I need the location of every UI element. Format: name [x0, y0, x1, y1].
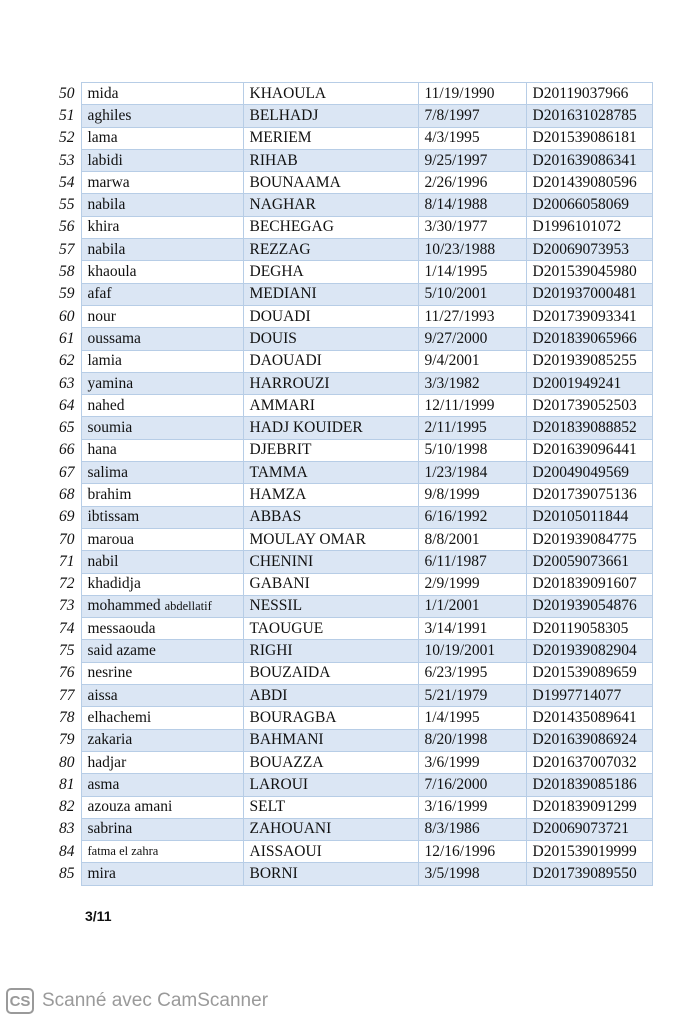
birth-date: 3/6/1999 — [418, 751, 526, 773]
first-name: mohammed abdellatif — [81, 595, 243, 617]
registration-id: D201939054876 — [526, 595, 652, 617]
last-name: KHAOULA — [243, 83, 418, 105]
registration-id: D201639086341 — [526, 149, 652, 171]
birth-date: 12/11/1999 — [418, 395, 526, 417]
last-name: DEGHA — [243, 261, 418, 283]
row-number: 61 — [54, 328, 81, 350]
row-number: 80 — [54, 751, 81, 773]
last-name: MERIEM — [243, 127, 418, 149]
last-name: CHENINI — [243, 551, 418, 573]
registration-id: D201739075136 — [526, 484, 652, 506]
camscanner-logo-icon: CS — [6, 988, 34, 1014]
last-name: SELT — [243, 796, 418, 818]
registration-id: D201839088852 — [526, 417, 652, 439]
row-number: 81 — [54, 774, 81, 796]
registration-id: D20105011844 — [526, 506, 652, 528]
first-name: yamina — [81, 372, 243, 394]
row-number: 73 — [54, 595, 81, 617]
first-name: maroua — [81, 528, 243, 550]
registration-id: D201739093341 — [526, 305, 652, 327]
last-name: DOUIS — [243, 328, 418, 350]
registration-id: D201435089641 — [526, 707, 652, 729]
first-name: zakaria — [81, 729, 243, 751]
last-name: AMMARI — [243, 395, 418, 417]
last-name: AISSAOUI — [243, 841, 418, 863]
first-name: afaf — [81, 283, 243, 305]
table-row — [54, 729, 652, 751]
first-name: nesrine — [81, 662, 243, 684]
table-row — [54, 751, 652, 773]
row-number: 65 — [54, 417, 81, 439]
birth-date: 5/10/2001 — [418, 283, 526, 305]
birth-date: 3/14/1991 — [418, 618, 526, 640]
row-number: 52 — [54, 127, 81, 149]
table-row — [54, 216, 652, 238]
birth-date: 3/16/1999 — [418, 796, 526, 818]
registration-id: D201839065966 — [526, 328, 652, 350]
last-name: ZAHOUANI — [243, 818, 418, 840]
birth-date: 10/23/1988 — [418, 239, 526, 261]
birth-date: 6/23/1995 — [418, 662, 526, 684]
row-number: 53 — [54, 149, 81, 171]
registration-id: D201539086181 — [526, 127, 652, 149]
row-number: 56 — [54, 216, 81, 238]
row-number: 59 — [54, 283, 81, 305]
birth-date: 9/27/2000 — [418, 328, 526, 350]
birth-date: 4/3/1995 — [418, 127, 526, 149]
table-row — [54, 640, 652, 662]
table-body — [54, 83, 652, 886]
birth-date: 9/4/2001 — [418, 350, 526, 372]
birth-date: 6/11/1987 — [418, 551, 526, 573]
table-row — [54, 372, 652, 394]
row-number: 64 — [54, 395, 81, 417]
registration-id: D1996101072 — [526, 216, 652, 238]
table-row — [54, 350, 652, 372]
birth-date: 8/20/1998 — [418, 729, 526, 751]
birth-date: 1/4/1995 — [418, 707, 526, 729]
table-row — [54, 417, 652, 439]
row-number: 83 — [54, 818, 81, 840]
table-row — [54, 573, 652, 595]
last-name: DAOUADI — [243, 350, 418, 372]
row-number: 66 — [54, 439, 81, 461]
row-number: 60 — [54, 305, 81, 327]
row-number: 63 — [54, 372, 81, 394]
table-row — [54, 105, 652, 127]
registration-id: D20119058305 — [526, 618, 652, 640]
row-number: 68 — [54, 484, 81, 506]
birth-date: 7/8/1997 — [418, 105, 526, 127]
first-name: oussama — [81, 328, 243, 350]
registration-id: D20049049569 — [526, 462, 652, 484]
first-name: khaoula — [81, 261, 243, 283]
table-row — [54, 305, 652, 327]
first-name: hana — [81, 439, 243, 461]
table-row — [54, 149, 652, 171]
row-number: 67 — [54, 462, 81, 484]
registration-id: D20059073661 — [526, 551, 652, 573]
row-number: 69 — [54, 506, 81, 528]
birth-date: 5/21/1979 — [418, 685, 526, 707]
first-name: fatma el zahra — [81, 841, 243, 863]
row-number: 77 — [54, 685, 81, 707]
camscanner-watermark — [6, 988, 268, 1014]
birth-date: 9/25/1997 — [418, 149, 526, 171]
first-name: marwa — [81, 172, 243, 194]
last-name: MEDIANI — [243, 283, 418, 305]
row-number: 50 — [54, 83, 81, 105]
first-name: nabila — [81, 239, 243, 261]
table-row — [54, 685, 652, 707]
table-row — [54, 283, 652, 305]
watermark-text: Scanné avec CamScanner — [42, 990, 269, 1011]
registration-id: D201539019999 — [526, 841, 652, 863]
table-row — [54, 261, 652, 283]
table-row — [54, 796, 652, 818]
table-row — [54, 841, 652, 863]
table-row — [54, 395, 652, 417]
registration-id: D201539089659 — [526, 662, 652, 684]
student-list-table — [54, 82, 653, 886]
first-name: labidi — [81, 149, 243, 171]
row-number: 58 — [54, 261, 81, 283]
birth-date: 8/3/1986 — [418, 818, 526, 840]
table-row — [54, 818, 652, 840]
registration-id: D201839085186 — [526, 774, 652, 796]
last-name: NESSIL — [243, 595, 418, 617]
birth-date: 8/8/2001 — [418, 528, 526, 550]
last-name: BORNI — [243, 863, 418, 885]
first-name: mida — [81, 83, 243, 105]
table-row — [54, 127, 652, 149]
last-name: BELHADJ — [243, 105, 418, 127]
table-row — [54, 551, 652, 573]
birth-date: 10/19/2001 — [418, 640, 526, 662]
first-name: ibtissam — [81, 506, 243, 528]
registration-id: D201639086924 — [526, 729, 652, 751]
birth-date: 9/8/1999 — [418, 484, 526, 506]
row-number: 62 — [54, 350, 81, 372]
first-name: said azame — [81, 640, 243, 662]
registration-id: D201839091299 — [526, 796, 652, 818]
registration-id: D201637007032 — [526, 751, 652, 773]
table-row — [54, 528, 652, 550]
table-row — [54, 595, 652, 617]
row-number: 70 — [54, 528, 81, 550]
registration-id: D201839091607 — [526, 573, 652, 595]
table-row — [54, 328, 652, 350]
last-name: DOUADI — [243, 305, 418, 327]
birth-date: 2/26/1996 — [418, 172, 526, 194]
last-name: BOUNAAMA — [243, 172, 418, 194]
first-name: nour — [81, 305, 243, 327]
first-name: elhachemi — [81, 707, 243, 729]
page-number: 3/11 — [85, 908, 112, 924]
last-name: REZZAG — [243, 239, 418, 261]
table-row — [54, 618, 652, 640]
registration-id: D2001949241 — [526, 372, 652, 394]
row-number: 54 — [54, 172, 81, 194]
registration-id: D20069073721 — [526, 818, 652, 840]
last-name: NAGHAR — [243, 194, 418, 216]
table-row — [54, 194, 652, 216]
last-name: HARROUZI — [243, 372, 418, 394]
table-row — [54, 662, 652, 684]
registration-id: D201539045980 — [526, 261, 652, 283]
last-name: GABANI — [243, 573, 418, 595]
table-row — [54, 239, 652, 261]
birth-date: 8/14/1988 — [418, 194, 526, 216]
last-name: DJEBRIT — [243, 439, 418, 461]
first-name: salima — [81, 462, 243, 484]
first-name: khira — [81, 216, 243, 238]
registration-id: D201937000481 — [526, 283, 652, 305]
row-number: 57 — [54, 239, 81, 261]
last-name: ABDI — [243, 685, 418, 707]
birth-date: 3/3/1982 — [418, 372, 526, 394]
last-name: LAROUI — [243, 774, 418, 796]
first-name: lama — [81, 127, 243, 149]
birth-date: 11/27/1993 — [418, 305, 526, 327]
birth-date: 1/1/2001 — [418, 595, 526, 617]
first-name: nabila — [81, 194, 243, 216]
first-name: mira — [81, 863, 243, 885]
first-name: khadidja — [81, 573, 243, 595]
row-number: 74 — [54, 618, 81, 640]
birth-date: 2/9/1999 — [418, 573, 526, 595]
last-name: TAOUGUE — [243, 618, 418, 640]
table-row — [54, 506, 652, 528]
first-name: azouza amani — [81, 796, 243, 818]
birth-date: 3/5/1998 — [418, 863, 526, 885]
first-name: nahed — [81, 395, 243, 417]
last-name: BOUAZZA — [243, 751, 418, 773]
registration-id: D201739052503 — [526, 395, 652, 417]
table-row — [54, 707, 652, 729]
first-name: aissa — [81, 685, 243, 707]
first-name: sabrina — [81, 818, 243, 840]
birth-date: 3/30/1977 — [418, 216, 526, 238]
birth-date: 5/10/1998 — [418, 439, 526, 461]
birth-date: 12/16/1996 — [418, 841, 526, 863]
row-number: 71 — [54, 551, 81, 573]
birth-date: 7/16/2000 — [418, 774, 526, 796]
last-name: HADJ KOUIDER — [243, 417, 418, 439]
table-row — [54, 484, 652, 506]
table-row — [54, 863, 652, 885]
first-name: brahim — [81, 484, 243, 506]
registration-id: D201939084775 — [526, 528, 652, 550]
registration-id: D201639096441 — [526, 439, 652, 461]
table-row — [54, 462, 652, 484]
birth-date: 1/14/1995 — [418, 261, 526, 283]
birth-date: 1/23/1984 — [418, 462, 526, 484]
last-name: RIHAB — [243, 149, 418, 171]
registration-id: D1997714077 — [526, 685, 652, 707]
row-number: 55 — [54, 194, 81, 216]
row-number: 78 — [54, 707, 81, 729]
registration-id: D20066058069 — [526, 194, 652, 216]
first-name: asma — [81, 774, 243, 796]
first-name: nabil — [81, 551, 243, 573]
first-name: aghiles — [81, 105, 243, 127]
first-name: hadjar — [81, 751, 243, 773]
registration-id: D20069073953 — [526, 239, 652, 261]
row-number: 76 — [54, 662, 81, 684]
row-number: 79 — [54, 729, 81, 751]
registration-id: D20119037966 — [526, 83, 652, 105]
registration-id: D201939082904 — [526, 640, 652, 662]
table-row — [54, 439, 652, 461]
last-name: BOURAGBA — [243, 707, 418, 729]
last-name: MOULAY OMAR — [243, 528, 418, 550]
birth-date: 2/11/1995 — [418, 417, 526, 439]
last-name: BECHEGAG — [243, 216, 418, 238]
row-number: 75 — [54, 640, 81, 662]
last-name: RIGHI — [243, 640, 418, 662]
registration-id: D201739089550 — [526, 863, 652, 885]
table-row — [54, 83, 652, 105]
last-name: BOUZAIDA — [243, 662, 418, 684]
last-name: BAHMANI — [243, 729, 418, 751]
row-number: 84 — [54, 841, 81, 863]
first-name: messaouda — [81, 618, 243, 640]
last-name: ABBAS — [243, 506, 418, 528]
last-name: TAMMA — [243, 462, 418, 484]
table-row — [54, 774, 652, 796]
registration-id: D201631028785 — [526, 105, 652, 127]
birth-date: 6/16/1992 — [418, 506, 526, 528]
row-number: 82 — [54, 796, 81, 818]
row-number: 51 — [54, 105, 81, 127]
registration-id: D201439080596 — [526, 172, 652, 194]
row-number: 72 — [54, 573, 81, 595]
first-name: lamia — [81, 350, 243, 372]
table-row — [54, 172, 652, 194]
birth-date: 11/19/1990 — [418, 83, 526, 105]
last-name: HAMZA — [243, 484, 418, 506]
registration-id: D201939085255 — [526, 350, 652, 372]
row-number: 85 — [54, 863, 81, 885]
first-name: soumia — [81, 417, 243, 439]
